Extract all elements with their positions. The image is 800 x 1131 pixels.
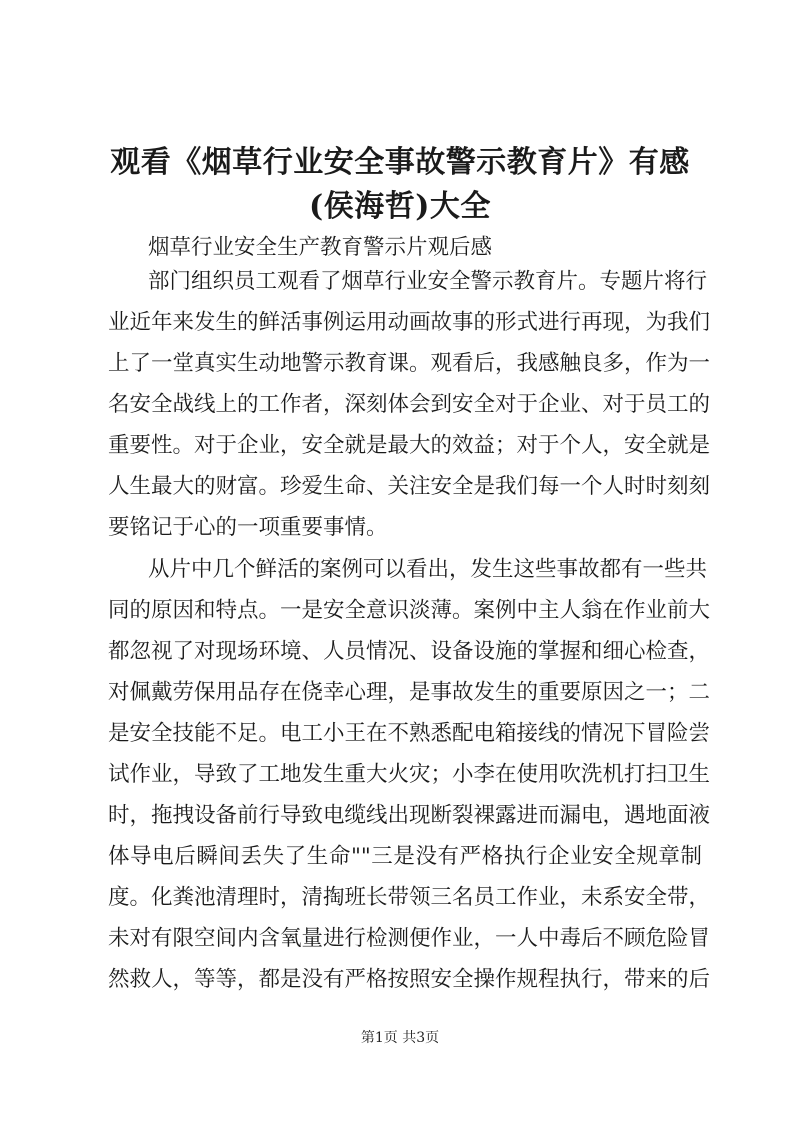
paragraph-line: 然救人，等等，都是没有严格按照安全操作规程执行，带来的后: [108, 967, 711, 992]
paragraph-line: 同的原因和特点。一是安全意识淡薄。案例中主人翁在作业前大: [108, 598, 711, 623]
document-subtitle: 烟草行业安全生产教育警示片观后感: [148, 235, 493, 260]
paragraph-line: 人生最大的财富。珍爱生命、关注安全是我们每一个人时时刻刻: [108, 474, 711, 499]
paragraph-line: 时，拖拽设备前行导致电缆线出现断裂裸露进而漏电，遇地面液: [108, 803, 711, 828]
paragraph-line: 度。化粪池清理时，清掏班长带领三名员工作业，未系安全带，: [108, 885, 711, 910]
paragraph-line: 对佩戴劳保用品存在侥幸心理，是事故发生的重要原因之一；二: [108, 680, 711, 705]
paragraph-line: 重要性。对于企业，安全就是最大的效益；对于个人，安全就是: [108, 433, 711, 458]
paragraph-line: 从片中几个鲜活的案例可以看出，发生这些事故都有一些共: [148, 557, 708, 582]
page-footer: 第1页 共3页: [360, 1030, 440, 1046]
paragraph-line: 都忽视了对现场环境、人员情况、设备设施的掌握和细心检查，: [108, 639, 711, 664]
paragraph-line: 部门组织员工观看了烟草行业安全警示教育片。专题片将行: [148, 269, 708, 294]
paragraph-line: 要铭记于心的一项重要事情。: [108, 515, 388, 540]
paragraph-line: 试作业，导致了工地发生重大火灾；小李在使用吹洗机打扫卫生: [108, 762, 711, 787]
paragraph-line: 是安全技能不足。电工小王在不熟悉配电箱接线的情况下冒险尝: [108, 721, 711, 746]
paragraph-line: 未对有限空间内含氧量进行检测便作业，一人中毒后不顾危险冒: [108, 926, 711, 951]
document-title-line-1: 观看《烟草行业安全事故警示教育片》有感: [110, 145, 690, 180]
document-title-line-2: (侯海哲)大全: [309, 189, 491, 224]
paragraph-line: 体导电后瞬间丢失了生命""三是没有严格执行企业安全规章制: [108, 844, 702, 869]
paragraph-line: 上了一堂真实生动地警示教育课。观看后，我感触良多，作为一: [108, 351, 711, 376]
paragraph-line: 名安全战线上的工作者，深刻体会到安全对于企业、对于员工的: [108, 392, 711, 417]
paragraph-line: 业近年来发生的鲜活事例运用动画故事的形式进行再现，为我们: [108, 310, 711, 335]
